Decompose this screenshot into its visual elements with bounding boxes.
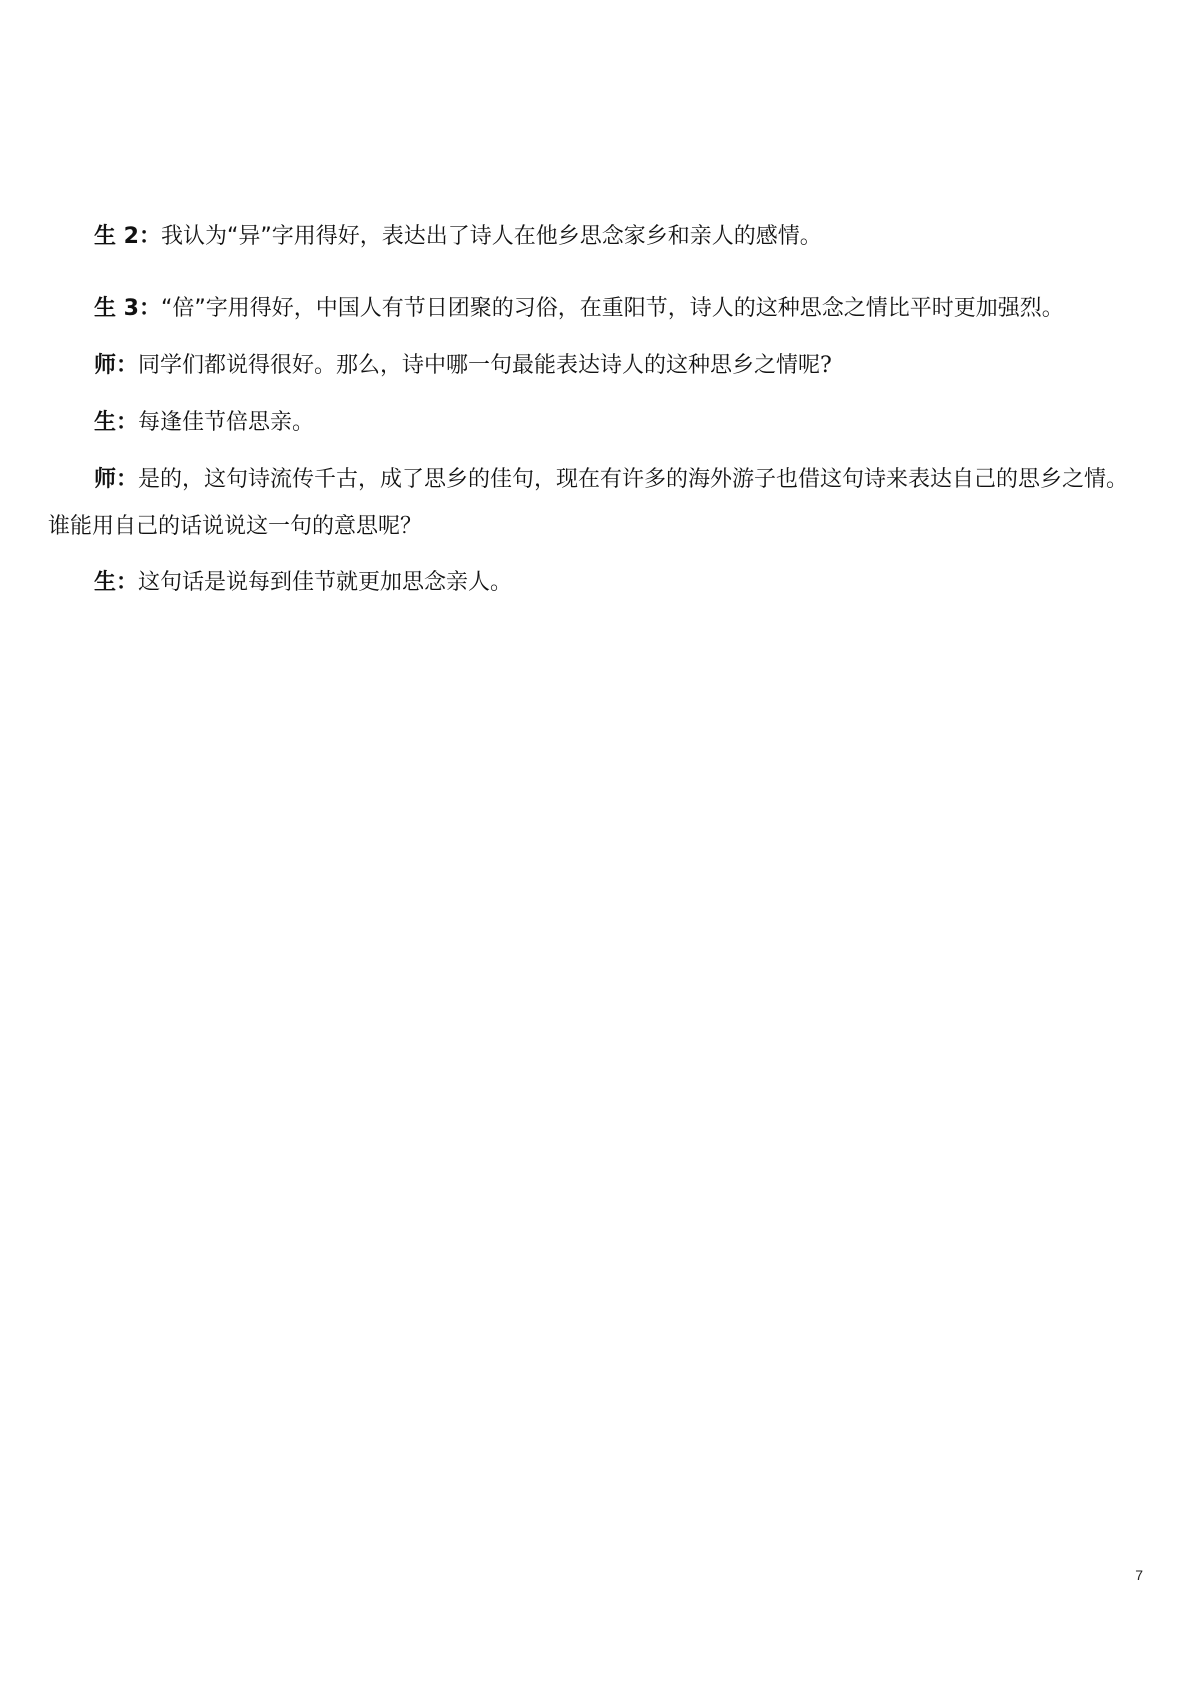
speaker-colon: ： bbox=[116, 467, 139, 492]
dialogue-text: “倍”字用得好，中国人有节日团聚的习俗，在重阳节，诗人的这种思念之情比平时更加强烈。 bbox=[160, 296, 1064, 321]
dialogue-line-student-answer-2 bbox=[48, 559, 1149, 606]
dialogue-text: 每逢佳节倍思亲。 bbox=[138, 410, 315, 435]
speaker-colon: ： bbox=[138, 296, 161, 321]
speaker-colon: ： bbox=[116, 353, 139, 378]
speaker-label: 师 bbox=[94, 353, 117, 378]
dialogue-text: 同学们都说得很好。那么，诗中哪一句最能表达诗人的这种思乡之情呢? bbox=[138, 353, 832, 378]
dialogue-line-student-2 bbox=[48, 213, 1149, 260]
speaker-label: 师 bbox=[94, 467, 117, 492]
dialogue-line-teacher-2 bbox=[48, 456, 1149, 550]
dialogue-text: 是的，这句诗流传千古，成了思乡的佳句，现在有许多的海外游子也借这句诗来表达自己的思乡之情。谁能用自己的话说说这一句的意思呢？ bbox=[48, 467, 1129, 539]
speaker-colon: ： bbox=[116, 570, 139, 595]
speaker-colon: ： bbox=[116, 410, 139, 435]
dialogue-line-student-3 bbox=[48, 285, 1149, 332]
dialogue-line-teacher-1 bbox=[48, 342, 1149, 389]
speaker-colon: ： bbox=[138, 224, 161, 249]
speaker-label: 生 bbox=[94, 410, 117, 435]
speaker-label: 生 2 bbox=[94, 224, 139, 249]
speaker-label: 生 bbox=[94, 570, 117, 595]
page-number: 7 bbox=[1135, 1567, 1143, 1583]
dialogue-line-student-answer-1 bbox=[48, 399, 1149, 446]
speaker-label: 生 3 bbox=[94, 296, 139, 321]
dialogue-text: 这句话是说每到佳节就更加思念亲人。 bbox=[138, 570, 513, 595]
dialogue-text: 我认为“异”字用得好，表达出了诗人在他乡思念家乡和亲人的感情。 bbox=[160, 224, 822, 249]
